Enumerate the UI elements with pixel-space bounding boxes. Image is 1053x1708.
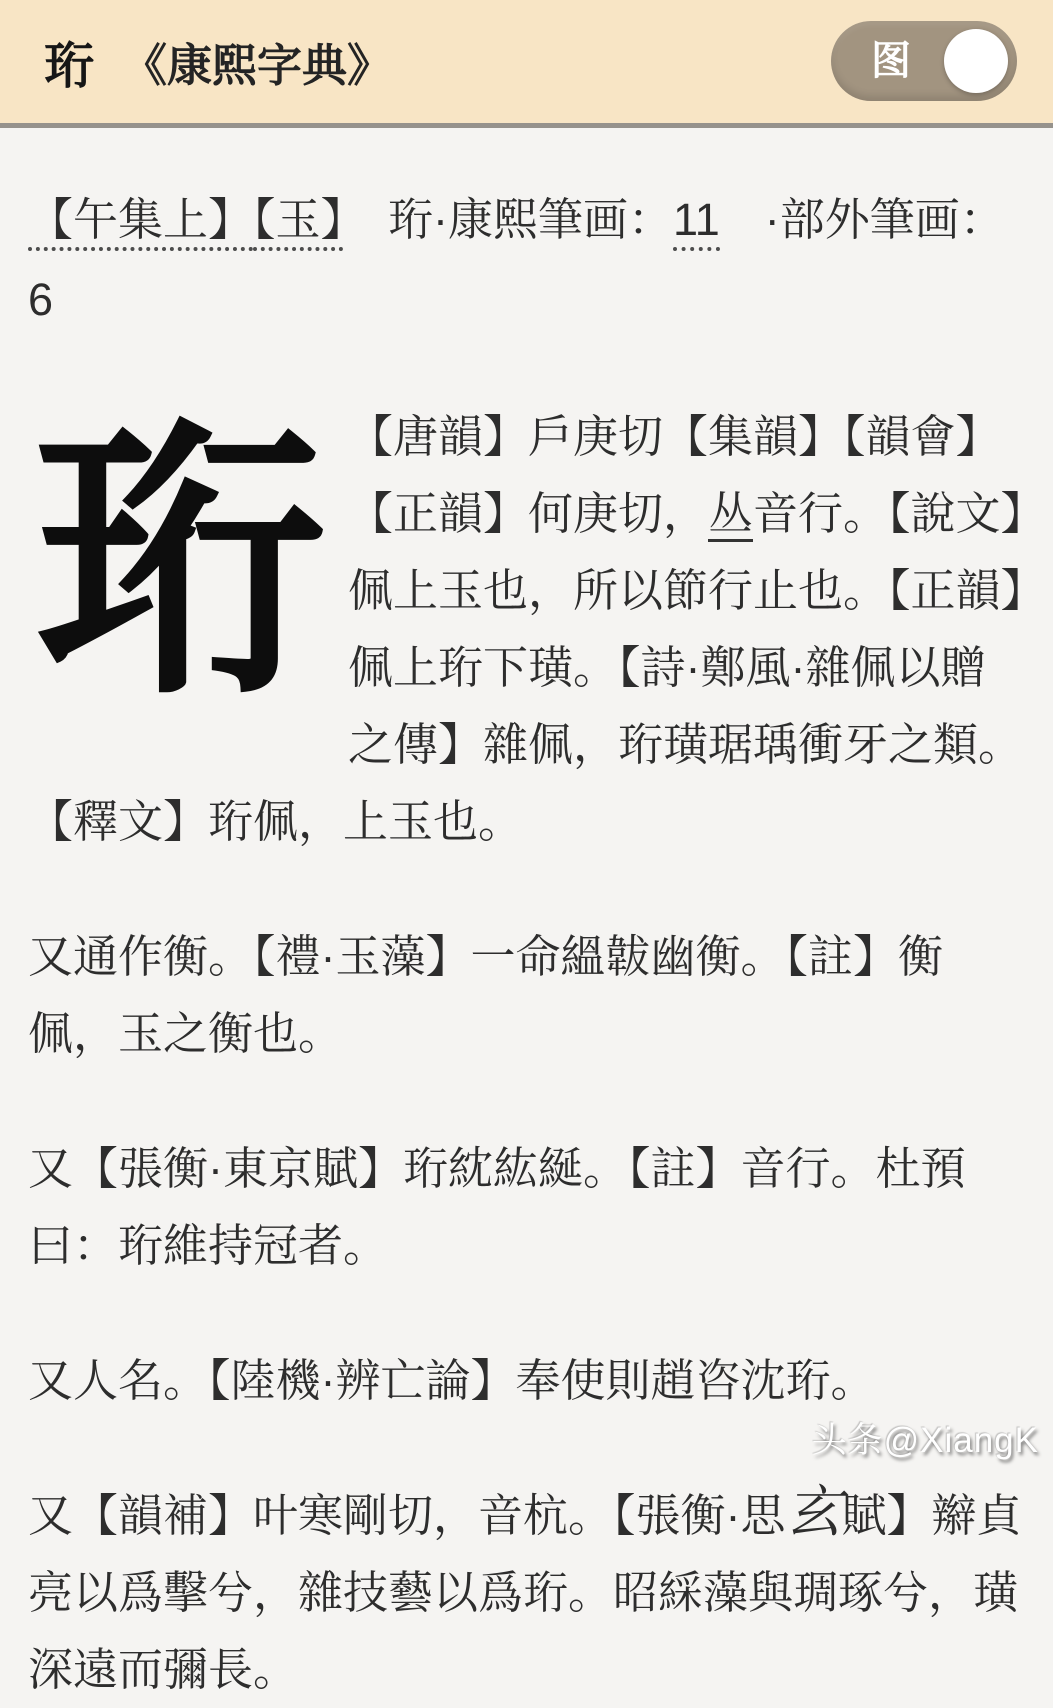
entry-content <box>0 128 1053 1708</box>
index-text-extra: ·部外筆画：6 <box>28 194 1005 325</box>
header-character: 珩 <box>44 37 94 94</box>
index-text: 珩·康熙筆画： <box>343 194 674 245</box>
paragraph-renming: 又人名。【陸機·辨亡論】奉使則趙咨沈珩。 <box>28 1355 876 1406</box>
paragraph-dongjingfu: 又【張衡·東京賦】珩紞紘綖。【註】音行。杜預曰：珩維持冠者。 <box>28 1143 966 1271</box>
image-toggle-label: 图 <box>871 39 911 83</box>
header-source-title: 《康熙字典》 <box>122 40 393 91</box>
section-link[interactable]: 【午集上】 <box>28 194 253 251</box>
stylized-xuan-character: 玄 <box>785 1480 842 1545</box>
bing-variant-link[interactable]: 丛 <box>708 488 753 542</box>
image-toggle-switch[interactable] <box>831 21 1017 101</box>
watermark: 头条@XiangK <box>811 1421 1039 1460</box>
big-character-calligraphy: 珩 <box>33 391 325 734</box>
yunbu-text: 賦】辮貞亮以爲擊兮，雜技藝以爲珩。昭綵藻與琱琢兮，璜深遠而彌長。 <box>28 1490 1022 1695</box>
definition-text: 音行。【說文】佩上玉也，所以節行止也。【正韻】佩上珩下璜。【詩·鄭風·雜佩以贈之傳】雜佩，珩璜琚瑀衝牙之類。【釋文】珩佩，上玉也。 <box>28 488 1024 847</box>
header-bar <box>0 0 1053 128</box>
definition-text: 【唐韻】戶庚切【集韻】【韻會】【正韻】何庚切， <box>348 411 1001 539</box>
stroke-count-link[interactable]: 11 <box>673 194 720 251</box>
main-definition-block <box>28 391 1025 860</box>
yunbu-text: 又【韻補】叶寒剛切，音杭。【張衡·思 <box>28 1490 786 1541</box>
paragraph-yunbu <box>28 1477 1025 1708</box>
paragraph-tongzuo-heng: 又通作衡。【禮·玉藻】一命縕韍幽衡。【註】衡佩，玉之衡也。 <box>28 931 943 1059</box>
toggle-knob[interactable] <box>944 29 1008 93</box>
index-line <box>28 180 1025 340</box>
radical-link[interactable]: 【玉】 <box>253 194 343 251</box>
